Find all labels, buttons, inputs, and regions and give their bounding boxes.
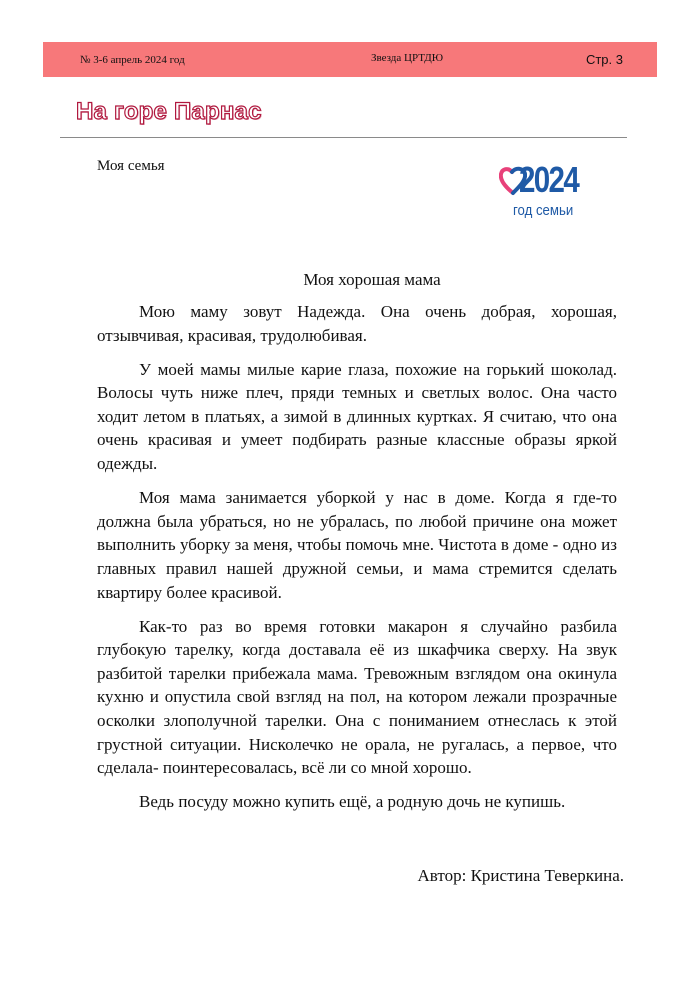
article-title: Моя хорошая мама bbox=[303, 270, 441, 289]
article-paragraph: У моей мамы милые карие глаза, похожие на горький шоколад. Волосы чуть ниже плеч, пряди темных и светлых волос. Она часто ходит летом в платьях, а зимой в длинных куртках. Я считаю, что она очень красивая и умеет подбирать разные классные образы яркой одежды. bbox=[97, 359, 617, 474]
year-of-family-logo bbox=[503, 160, 593, 222]
article-paragraph: Моя мама занимается уборкой у нас в доме. Когда я где-то должна была убраться, но не убралась, по любой причине она может выполнить уборку за меня, чтобы помочь мне. Чистота в доме - одно из главных правил нашей дружной семьи, и мама стремится сделать квартиру более красивой. bbox=[97, 488, 617, 602]
article-author: Автор: Кристина Теверкина. bbox=[417, 866, 624, 885]
divider bbox=[60, 137, 627, 138]
article-paragraph: Как-то раз во время готовки макарон я случайно разбила глубокую тарелку, когда доставала её из шкафчика сверху. На звук разбитой тарелки прибежала мама. Тревожным взглядом она окинула кухню и опустила свой взгляд на пол, на котором лежали прозрачные осколки злополучной тарелки. Она с пониманием отнеслась к этой грустной ситуации. Нисколечко не орала, не ругалась, а первое, что сделала- поинтересовалась, всё ли со мной хорошо. bbox=[97, 616, 617, 778]
issue-info: № 3-6 апрель 2024 год bbox=[80, 54, 185, 66]
article-paragraph: Ведь посуду можно купить ещё, а родную дочь не купишь. bbox=[139, 792, 566, 812]
logo-year: 2024 bbox=[519, 159, 579, 200]
article-paragraph: Мою маму зовут Надежда. Она очень добрая, хорошая, отзывчивая, красивая, трудолюбивая. bbox=[97, 302, 617, 345]
newspaper-name: Звезда ЦРТДЮ bbox=[371, 52, 444, 64]
page-header bbox=[43, 42, 657, 77]
logo-caption: год семьи bbox=[513, 202, 574, 219]
page-number: Стр. 3 bbox=[585, 52, 623, 67]
article-body bbox=[97, 300, 617, 824]
section-title: На горе Парнас bbox=[76, 98, 262, 125]
rubric-label: Моя семья bbox=[97, 158, 165, 174]
